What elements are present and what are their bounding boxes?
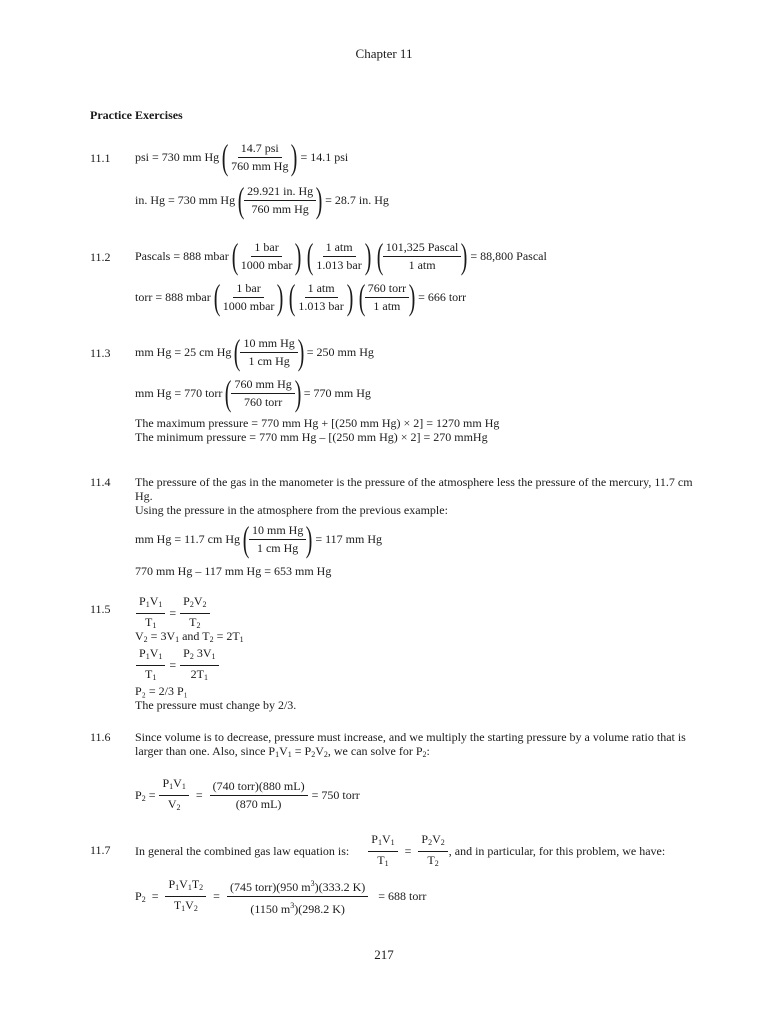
exercise-11-4-result: 770 mm Hg – 117 mm Hg = 653 mm Hg bbox=[135, 564, 332, 578]
exercise-11-5-result: P₂ = 2/3 P₁ bbox=[135, 684, 188, 698]
equation-11-3-cm: mm Hg = 25 cm Hg ( $\frac{\text{10 mm Hg}}{\text{1 cm Hg}}$ ) = 250 mm Hg bbox=[135, 332, 374, 372]
equation-11-1-psi: psi = 730 mm Hg ( $\frac{\text{14.7 psi}}{\text{760 mm Hg}}$ ) = 14.1 psi bbox=[135, 137, 349, 177]
equation-boyle-charles: $\frac{P_1V_1}{T_1}$ = $\frac{P_2V_2}{T_2}$ bbox=[135, 594, 211, 633]
exercise-11-6-text: Since volume is to decrease, pressure must increase, and we multiply the starting pressure by a volume ratio that is larger than one. Also, since $P_1V_1 = P_2V_2$, we can solve for $P_2$: bbox=[135, 730, 686, 759]
exercise-11-4-text-2: Using the pressure in the atmosphere from the previous example: bbox=[135, 503, 448, 517]
exercise-11-5-conclusion: The pressure must change by 2/3. bbox=[135, 698, 297, 712]
min-pressure-text: The minimum pressure = 770 mm Hg – [(250 mm Hg) × 2] = 270 mmHg bbox=[135, 430, 488, 444]
equation-11-7: $P_2$ = $\frac{P_1V_1T_2}{T_1V_2}$ = $\frac{(745 torr)(950 m^3)(333.2 K)}{(1150 m^3)(298.2 K)}$ = 688 torr bbox=[135, 877, 427, 916]
equation-substituted: $\frac{P_1V_1}{T_1}$ = $\frac{P_2 3V_1}{2T_1}$ bbox=[135, 646, 220, 685]
chapter-header: Chapter 11 bbox=[355, 46, 413, 61]
equation-11-3-torr: mm Hg = 770 torr ( $\frac{\text{760 mm Hg}}{\text{760 torr}}$ ) = 770 mm Hg bbox=[135, 373, 371, 413]
equation-11-2-torr: torr = 888 mbar ( $\frac{\text{1 bar}}{\text{1000 mbar}}$ ) ( $\frac{\text{1 atm}}{\text{1.013 bar}}$ ) ( $\frac{\text{760 torr}}{\text{1 atm}}$ ) = 666 torr bbox=[135, 277, 467, 317]
exercise-11-4-text: The pressure of the gas in the manometer is the pressure of the atmosphere less the pressure of the mercury, 11.7 cm Hg. bbox=[135, 475, 693, 503]
page-number: 217 bbox=[374, 947, 394, 962]
exercise-number-11-6: 11.6 bbox=[90, 730, 111, 744]
equation-11-2-pascals: Pascals = 888 mbar ( $\frac{\text{1 bar}}{\text{1000 mbar}}$ ) ( $\frac{\text{1 atm}}{\text{1.013 bar}}$ ) ( $\frac{\text{101,325 Pascal}}{\text{1 atm}}$ ) = 88,800 Pascal bbox=[135, 236, 547, 276]
max-pressure-text: The maximum pressure = 770 mm Hg + [(250 mm Hg) × 2] = 1270 mm Hg bbox=[135, 416, 500, 430]
section-title: Practice Exercises bbox=[90, 108, 183, 122]
equation-11-6: $P_2$ = $\frac{P_1V_1}{V_2}$ = $\frac{\text{(740 torr)(880 mL)}}{(870 mL)}$ = 750 torr bbox=[135, 776, 360, 812]
exercise-number-11-3: 11.3 bbox=[90, 346, 111, 360]
exercise-number-11-4: 11.4 bbox=[90, 475, 111, 489]
exercise-number-11-1: 11.1 bbox=[90, 151, 111, 165]
exercise-number-11-2: 11.2 bbox=[90, 250, 111, 264]
equation-11-4: mm Hg = 11.7 cm Hg ( $\frac{\text{10 mm Hg}}{\text{1 cm Hg}}$ ) = 117 mm Hg bbox=[135, 519, 382, 559]
exercise-11-7-text: In general the combined gas law equation is: $\frac{P_1V_1}{T_1}$ = $\frac{P_2V_2}{T_2}$ , and in particular, for this problem, we have: bbox=[135, 832, 666, 868]
exercise-11-5-conditions: $V_2 = 3V_1$ and $T_2 = 2T_1$ bbox=[135, 629, 244, 644]
exercise-number-11-5: 11.5 bbox=[90, 602, 111, 616]
equation-11-1-inhg: in. Hg = 730 mm Hg ( $\frac{29.921 in. Hg}{\text{760 mm Hg}}$ ) = 28.7 in. Hg bbox=[135, 180, 389, 220]
exercise-number-11-7: 11.7 bbox=[90, 843, 111, 857]
